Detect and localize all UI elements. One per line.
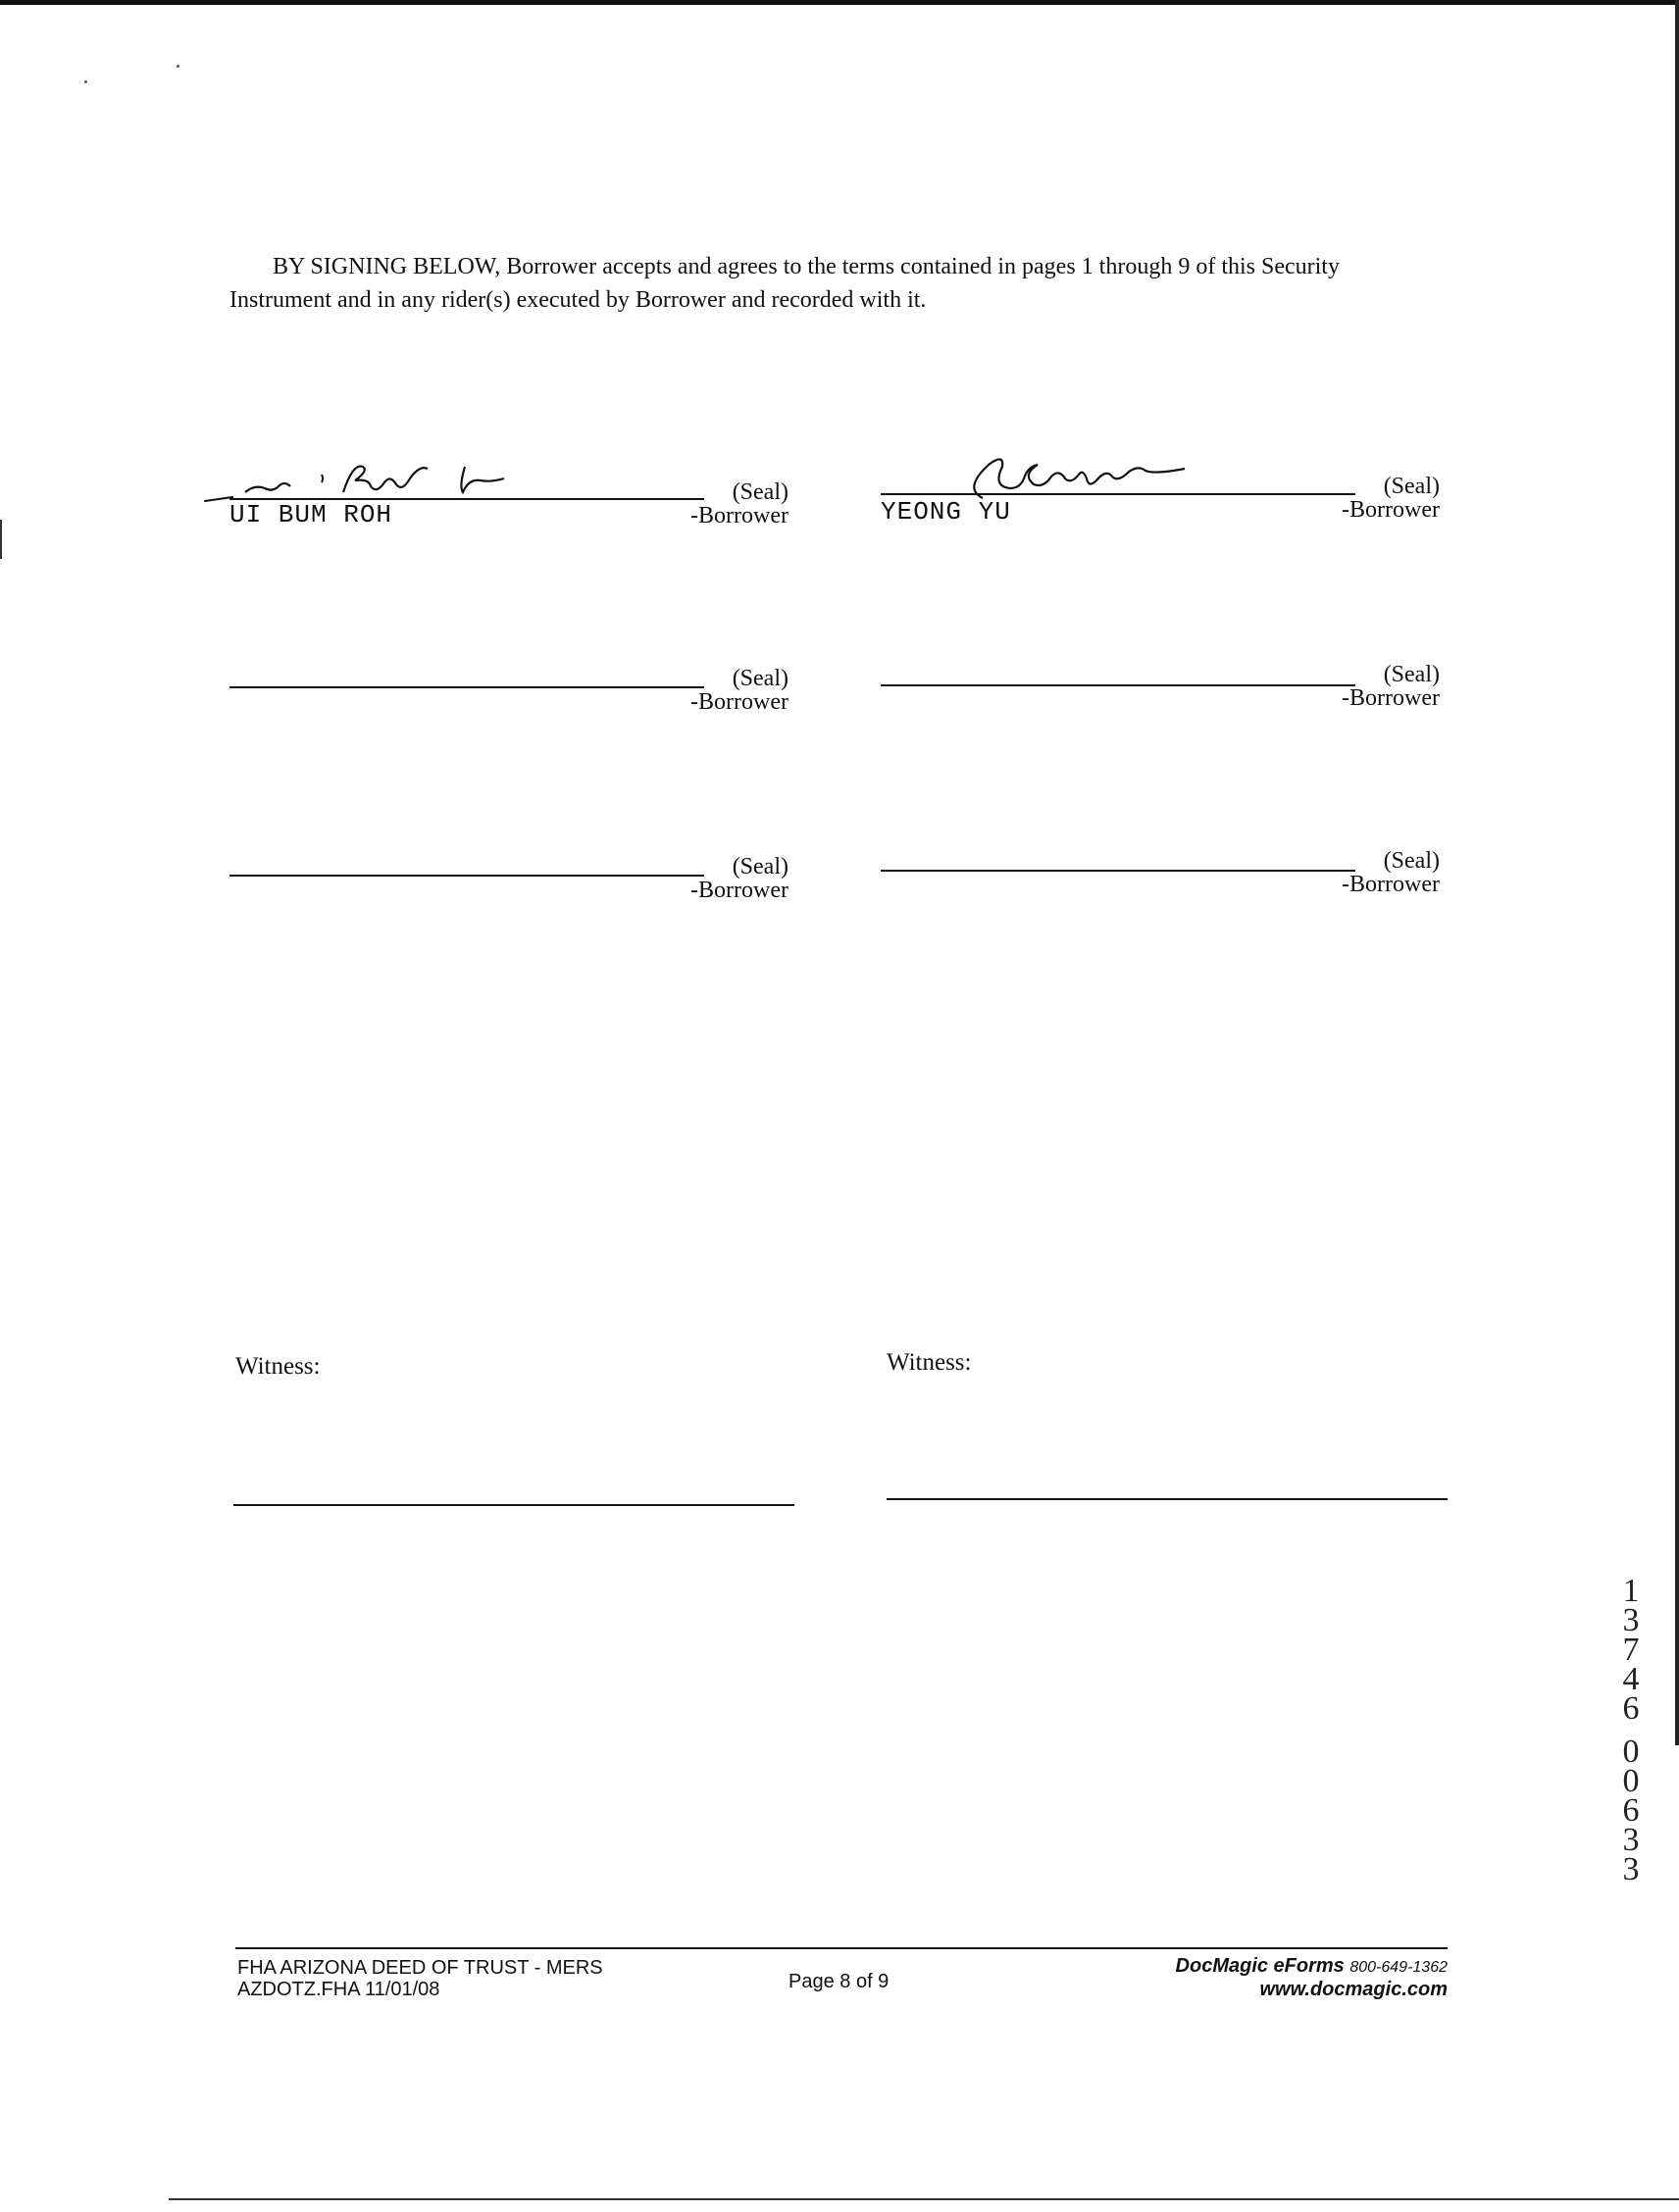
- seal-text-1: (Seal): [732, 479, 789, 505]
- phone-number: 800-649-1362: [1349, 1959, 1448, 1976]
- page-number: Page 8 of 9: [789, 1971, 890, 1992]
- form-code: AZDOTZ.FHA 11/01/08: [237, 1979, 440, 2000]
- stamp-digit: 7: [1622, 1632, 1640, 1668]
- borrower-role-1: -Borrower: [690, 503, 789, 528]
- stamp-digit: 4: [1622, 1661, 1640, 1697]
- witness-line-right: [887, 1498, 1448, 1500]
- seal-text-5: (Seal): [732, 854, 789, 880]
- stamp-digit: 3: [1622, 1822, 1640, 1858]
- stamp-digit: 1: [1622, 1573, 1640, 1609]
- intro-line-1: BY SIGNING BELOW, Borrower accepts and agrees to the terms contained in pages 1 through 9 of this Security: [273, 254, 1340, 279]
- borrower-role-3: -Borrower: [690, 689, 789, 715]
- borrower-name-1: UI BUM ROH: [229, 500, 393, 529]
- seal-label-4: [1279, 663, 1440, 710]
- borrower-name-2: YEONG YU: [881, 497, 1011, 527]
- seal-text-6: (Seal): [1383, 848, 1440, 874]
- seal-text-4: (Seal): [1383, 662, 1440, 687]
- borrower-role-4: -Borrower: [1342, 685, 1440, 711]
- witness-label-right: Witness:: [887, 1349, 972, 1376]
- seal-label-2: [1279, 475, 1440, 522]
- borrower-role-2: -Borrower: [1342, 497, 1440, 523]
- seal-label-5: [628, 855, 789, 902]
- brand-logo: DocMagic eForms: [1175, 1955, 1345, 1977]
- intro-line-2: Instrument and in any rider(s) executed by Borrower and recorded with it.: [229, 287, 927, 313]
- stamp-digit: 3: [1622, 1851, 1640, 1887]
- scan-edge-bottom: [169, 2198, 1679, 2200]
- borrower-role-5: -Borrower: [690, 878, 789, 903]
- witness-label-left: Witness:: [235, 1353, 321, 1380]
- document-stamp-number: [1616, 1573, 1646, 1887]
- seal-label-6: [1279, 849, 1440, 896]
- scan-speck: [177, 65, 179, 68]
- website-link: www.docmagic.com: [1259, 1979, 1448, 2000]
- stamp-digit: 0: [1622, 1763, 1640, 1799]
- form-title: FHA ARIZONA DEED OF TRUST - MERS: [237, 1957, 603, 1979]
- stamp-digit: 6: [1622, 1792, 1640, 1829]
- borrower-role-6: -Borrower: [1342, 872, 1440, 897]
- footer-left: [237, 1957, 603, 2000]
- seal-text-3: (Seal): [732, 666, 789, 691]
- scan-edge-right: [1675, 0, 1679, 1745]
- seal-text-2: (Seal): [1383, 474, 1440, 499]
- seal-label-3: [628, 667, 789, 714]
- scan-speck: [84, 80, 87, 83]
- seal-label-1: [628, 480, 789, 528]
- intro-paragraph: [229, 250, 1465, 317]
- stamp-digit: 0: [1622, 1734, 1640, 1770]
- witness-line-left: [233, 1504, 794, 1506]
- stamp-digit: 3: [1622, 1602, 1640, 1638]
- stamp-digit: 6: [1622, 1690, 1640, 1727]
- scan-mark-left: [0, 520, 2, 559]
- scan-edge-top: [0, 0, 1679, 5]
- footer-rule: [235, 1947, 1448, 1949]
- footer-right: [1040, 1955, 1448, 2000]
